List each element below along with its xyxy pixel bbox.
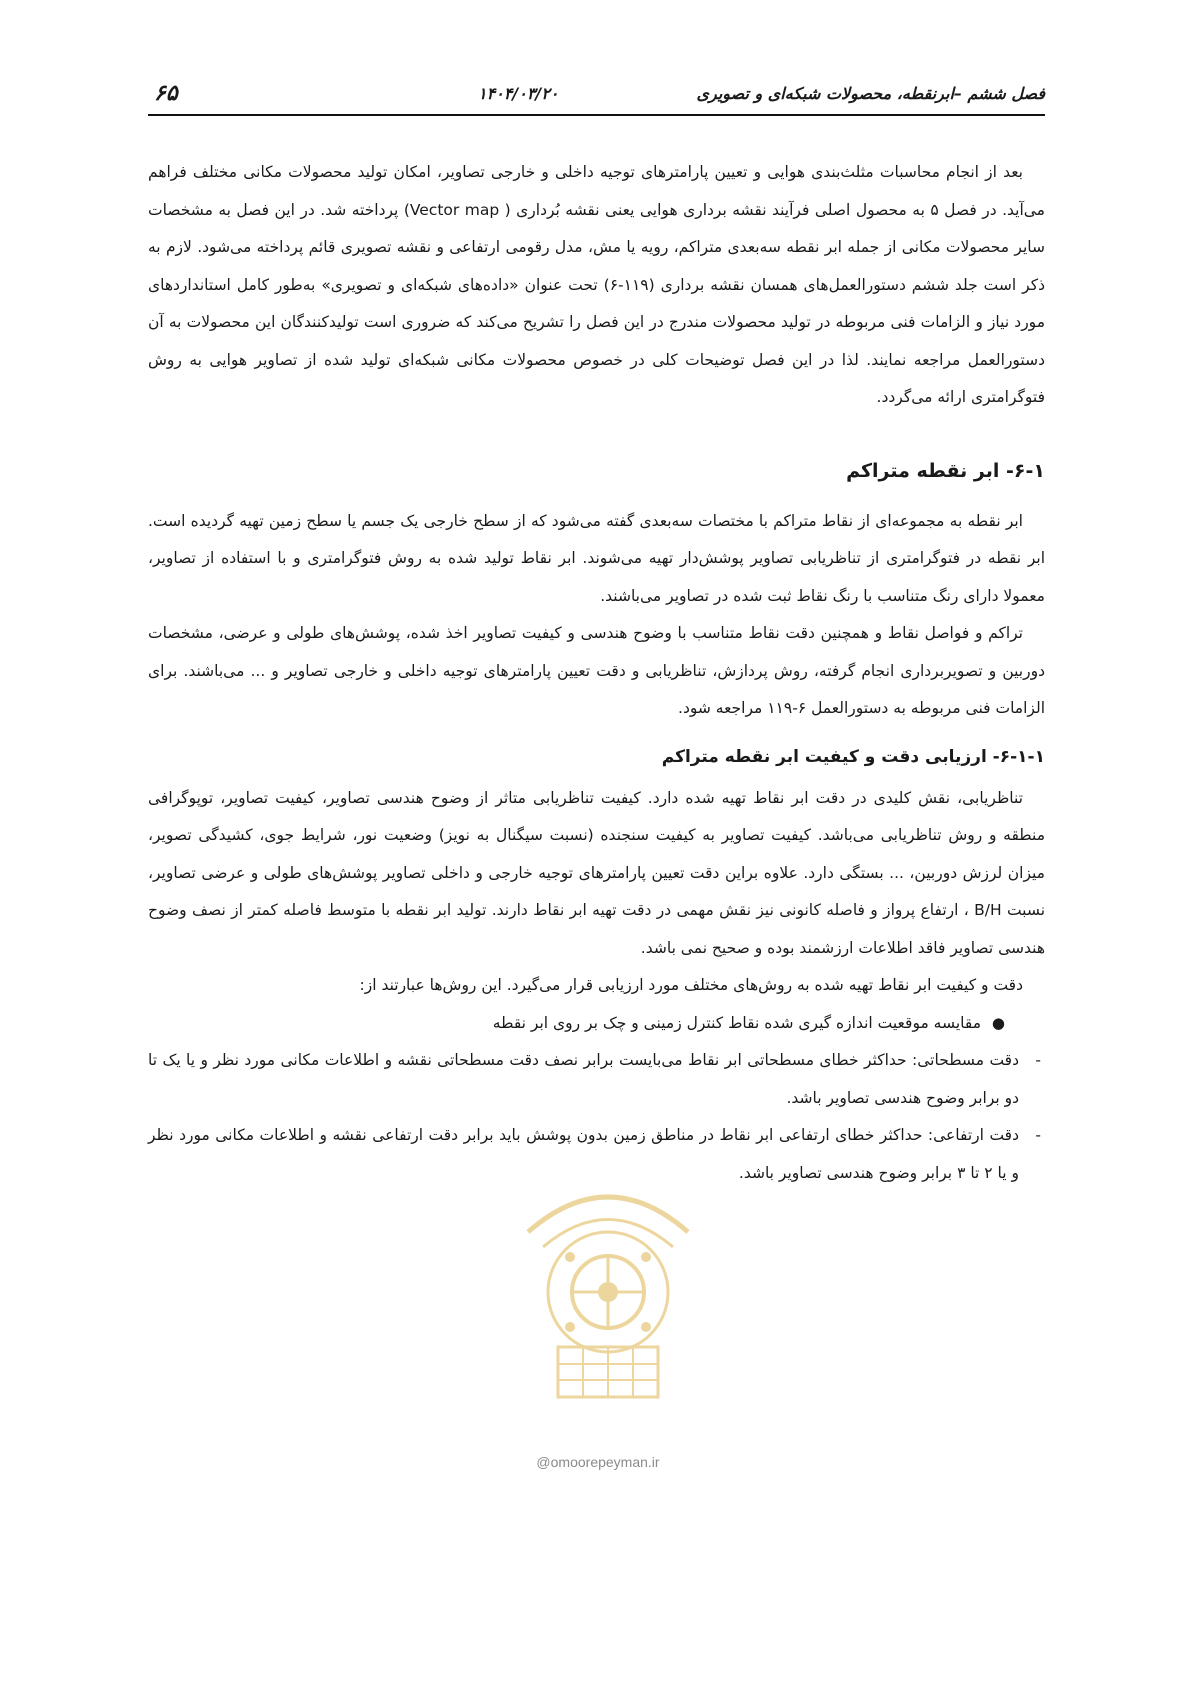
list-item bbox=[148, 1005, 1045, 1043]
intro-paragraph: بعد از انجام محاسبات مثلث‌بندی هوایی و تعیین پارامترهای توجیه داخلی و خارجی تصاویر، امکان تولید محصولات مکانی مختلف فراهم می‌آید. در فصل ۵ به محصول اصلی فرآیند نقشه برداری هوایی یعنی نقشه بُرداری ( Vector map) پرداخته شد. در این فصل به مشخصات سایر محصولات مکانی از جمله ابر نقطه سه‌بعدی متراکم، رویه یا مش، مدل رقومی ارتفاعی و نقشه تصویری قائم پرداخته می‌شود. لازم به ذکر است جلد ششم دستورالعمل‌های همسان نقشه برداری (۱۱۹-۶) تحت عنوان «داده‌های شبکه‌ای و تصویری» به‌طور کامل استانداردهای مورد نیاز و الزامات فنی مربوطه در تولید محصولات مندرج در این فصل را تشریح می‌کند که ضروری است تولیدکنندگان این محصولات به آن دستورالعمل مراجعه نمایند. لذا در این فصل توضیحات کلی در خصوص محصولات مکانی شبکه‌ای تولید شده از تصاویر هوایی به روش فتوگرامتری ارائه می‌گردد. bbox=[148, 163, 1045, 406]
section-6-1-paragraph-2: تراکم و فواصل نقاط و همچنین دقت نقاط متناسب با وضوح هندسی و کیفیت تصاویر اخذ شده، پوشش‌های طولی و عرضی، مشخصات دوربین و تصویربرداری انجام گرفته، روش پردازش، تناظریابی و دقت تعیین پارامترهای توجیه داخلی و خارجی تصاویر و ... می‌باشند. برای الزامات فنی مربوطه به دستورالعمل ۶-۱۱۹ مراجعه شود. bbox=[148, 624, 1045, 717]
watermark-url: @omoorepeyman.ir bbox=[536, 1454, 660, 1470]
dash-text: دقت ارتفاعی: حداکثر خطای ارتفاعی ابر نقاط در مناطق زمین بدون پوشش باید برابر دقت ارتفاعی نقشه و اطلاعات مکانی مورد نظر و یا ۲ تا ۳ برابر وضوح هندسی تصاویر باشد. bbox=[148, 1126, 1019, 1182]
list-item bbox=[148, 1117, 1045, 1192]
dash-icon: - bbox=[1035, 1126, 1041, 1144]
bullet-text: مقایسه موقعیت اندازه گیری شده نقاط کنترل زمینی و چک بر روی ابر نقطه bbox=[492, 1013, 981, 1032]
dash-text: دقت مسطحاتی: حداکثر خطای مسطحاتی ابر نقاط می‌بایست برابر نصف دقت مسطحاتی نقشه و اطلاعات مکانی مورد نظر و یا یک تا دو برابر وضوح هندسی تصاویر باشد. bbox=[148, 1051, 1019, 1107]
section-6-1-1-paragraph-1: تناظریابی، نقش کلیدی در دقت ابر نقاط تهیه شده دارد. کیفیت تناظریابی متاثر از وضوح هندسی تصاویر، کیفیت تصاویر، توپوگرافی منطقه و روش تناظریابی می‌باشد. کیفیت تصاویر به کیفیت سنجنده (نسبت سیگنال به نویز) وضعیت نور، شرایط جوی، کشیدگی تصویر، میزان لرزش دوربین، ... بستگی دارد. علاوه براین دقت تعیین پارامترهای توجیه خارجی و داخلی تصاویر پوشش‌های طولی و عرضی تصاویر، نسبت B/H ، ارتفاع پرواز و فاصله کانونی نیز نقش مهمی در دقت تهیه ابر نقاط دارند. تولید ابر نقطه با متوسط فاصله کمتر از نصف وضوح هندسی تصاویر فاقد اطلاعات ارزشمند بوده و صحیح نمی باشد. bbox=[148, 788, 1046, 957]
bullet-icon: ● bbox=[991, 1013, 1005, 1032]
header-date: ۱۴۰۴/۰۳/۲۰ bbox=[478, 84, 559, 103]
running-header bbox=[148, 78, 1045, 112]
watermark-seal-icon bbox=[498, 1172, 718, 1422]
page-number: ۶۵ bbox=[154, 80, 178, 106]
section-heading-6-1: ۶-۱- ابر نقطه متراکم bbox=[846, 459, 1045, 482]
dash-icon: - bbox=[1035, 1051, 1041, 1069]
chapter-title: فصل ششم –ابرنقطه، محصولات شبکه‌ای و تصویری bbox=[696, 84, 1045, 103]
section-heading-6-1-1: ۶-۱-۱- ارزیابی دقت و کیفیت ابر نقطه متراکم bbox=[661, 746, 1045, 767]
header-divider bbox=[148, 114, 1045, 116]
section-6-1-1-paragraph-2: دقت و کیفیت ابر نقاط تهیه شده به روش‌های مختلف مورد ارزیابی قرار می‌گیرد. این روش‌ها عبارتند از: bbox=[359, 976, 1023, 994]
body-content bbox=[148, 154, 1045, 1192]
section-6-1-paragraph-1: ابر نقطه به مجموعه‌ای از نقاط متراکم با مختصات سه‌بعدی گفته می‌شود که از سطح خارجی یک جسم یا سطح زمین تهیه گردیده است. ابر نقطه در فتوگرامتری از تناظریابی تصاویر پوشش‌دار تهیه می‌شوند. ابر نقاط تولید شده به روش فتوگرامتری و با استفاده از تصاویر، معمولا دارای رنگ متناسب با رنگ نقاط ثبت شده در تصاویر می‌باشند. bbox=[148, 511, 1045, 605]
list-item bbox=[148, 1042, 1045, 1117]
